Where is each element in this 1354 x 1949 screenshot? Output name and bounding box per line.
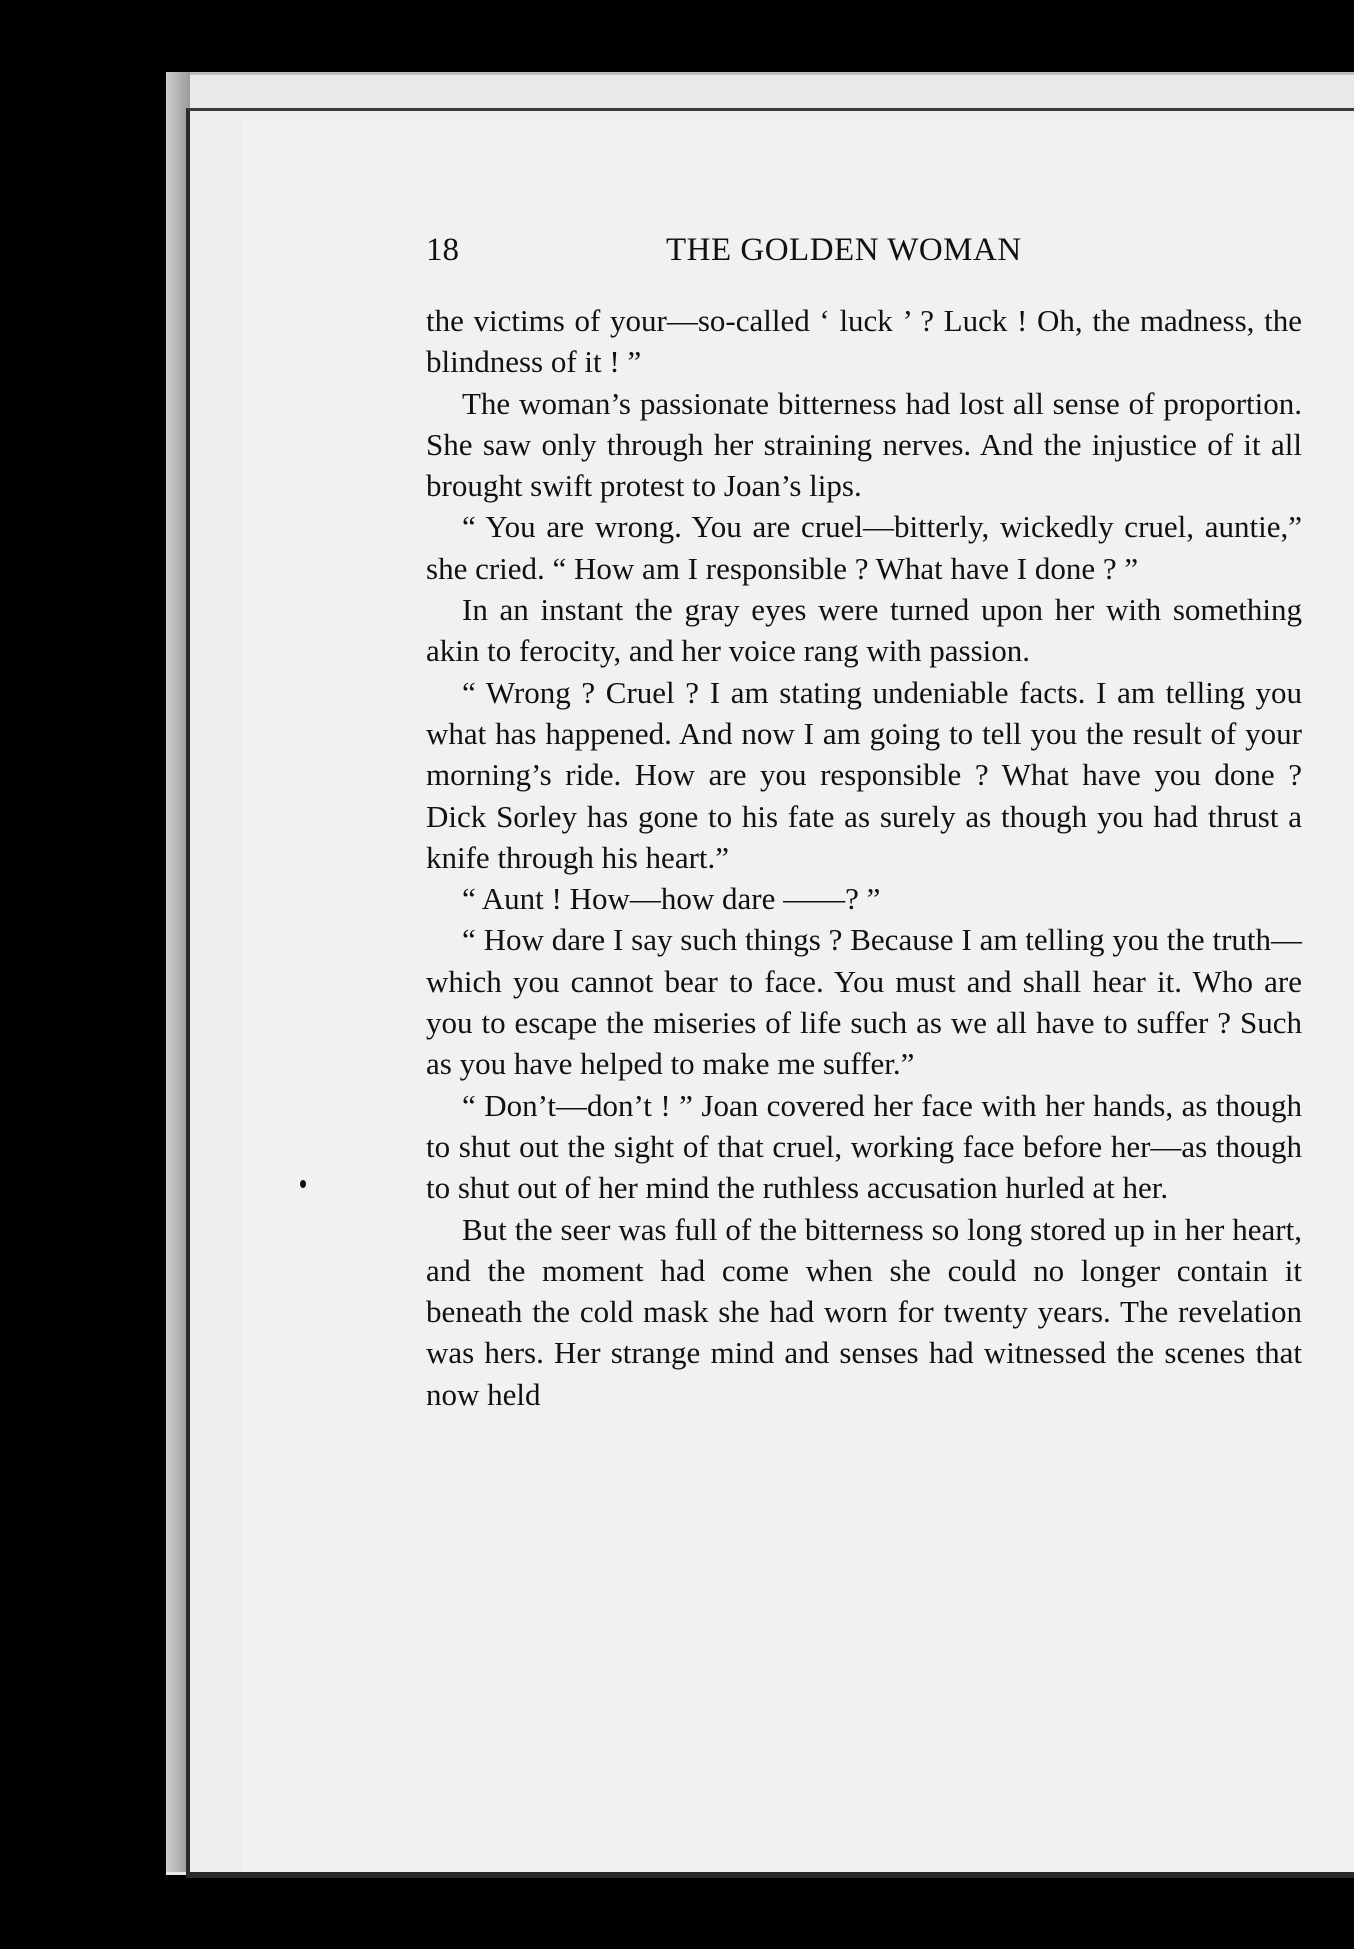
ink-speck: [300, 1180, 306, 1188]
paragraph: “ How dare I say such things ? Because I am telling you the truth—which you cannot bear to face. You must and shall hear it. Who are you to escape the miseries of life such as we all have to suffer ? Such as you have helped to make me suffer.”: [426, 922, 1302, 1082]
running-title: THE GOLDEN WOMAN: [666, 232, 1022, 268]
paragraph: But the seer was full of the bitterness so long stored up in her heart, and the moment had come when she could no longer contain it beneath the cold mask she had worn for twenty years. The revelation was hers. Her strange mind and senses had witnessed the scenes that now held: [426, 1211, 1302, 1412]
paragraph: “ Wrong ? Cruel ? I am stating undeniable facts. I am telling you what has happened. And now I am going to tell you the result of your morning’s ride. How are you responsible ? What have you done ? Dick Sorley has gone to his fate as surely as though you had thrust a knife through his heart.”: [426, 674, 1302, 875]
paragraph: the victims of your—so-called ‘ luck ’ ? Luck ! Oh, the madness, the blindness of it ! ”: [426, 303, 1302, 380]
page-number: 18: [426, 232, 459, 268]
page-bottom-edge: [186, 1872, 1354, 1878]
paragraph: “ Aunt ! How—how dare ——? ”: [462, 881, 881, 917]
paragraph: “ You are wrong. You are cruel—bitterly, wickedly cruel, auntie,” she cried. “ How am I responsible ? What have I done ? ”: [426, 509, 1302, 586]
running-head: [426, 232, 1306, 272]
paragraph: The woman’s passionate bitterness had lost all sense of proportion. She saw only through her straining nerves. And the injustice of it all brought swift protest to Joan’s lips.: [426, 385, 1302, 504]
paragraph: “ Don’t—don’t ! ” Joan covered her face with her hands, as though to shut out the sight of that cruel, working face before her—as though to shut out of her mind the ruthless accusation hurled at her.: [426, 1087, 1302, 1206]
paragraph: In an instant the gray eyes were turned upon her with something akin to ferocity, and her voice rang with passion.: [426, 592, 1302, 669]
body-text: [426, 300, 1302, 1415]
